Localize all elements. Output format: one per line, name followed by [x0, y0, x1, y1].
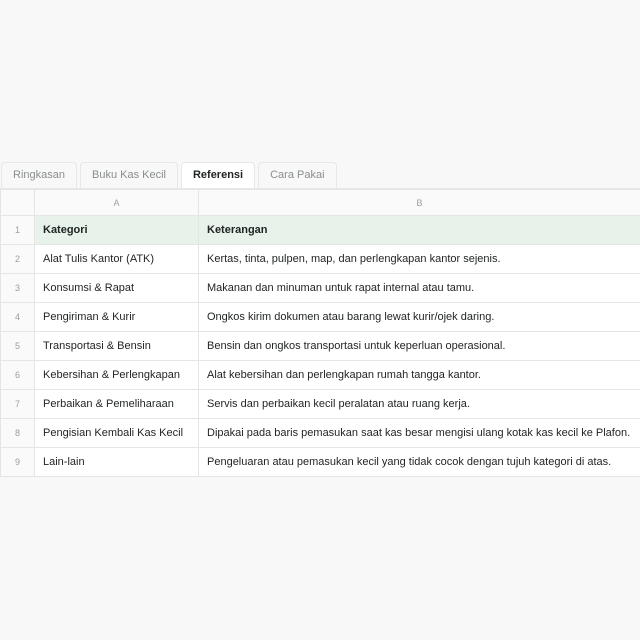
column-header-b[interactable]: B [199, 190, 640, 216]
tab-referensi[interactable]: Referensi [181, 162, 255, 188]
category-cell[interactable]: Transportasi & Bensin [35, 332, 199, 361]
table-row [1, 390, 640, 419]
description-cell[interactable]: Pengeluaran atau pemasukan kecil yang tidak cocok dengan tujuh kategori di atas. [199, 448, 640, 477]
reference-table [0, 189, 640, 477]
column-header-a[interactable]: A [35, 190, 199, 216]
row-number[interactable]: 5 [1, 332, 35, 361]
description-cell[interactable]: Servis dan perbaikan kecil peralatan atau ruang kerja. [199, 390, 640, 419]
description-cell[interactable]: Ongkos kirim dokumen atau barang lewat kurir/ojek daring. [199, 303, 640, 332]
description-cell[interactable]: Kertas, tinta, pulpen, map, dan perlengkapan kantor sejenis. [199, 245, 640, 274]
table-row [1, 332, 640, 361]
description-cell[interactable]: Alat kebersihan dan perlengkapan rumah tangga kantor. [199, 361, 640, 390]
spreadsheet [0, 161, 640, 477]
row-number[interactable]: 2 [1, 245, 35, 274]
category-cell[interactable]: Pengiriman & Kurir [35, 303, 199, 332]
category-cell[interactable]: Lain-lain [35, 448, 199, 477]
description-cell[interactable]: Makanan dan minuman untuk rapat internal atau tamu. [199, 274, 640, 303]
description-cell[interactable]: Dipakai pada baris pemasukan saat kas besar mengisi ulang kotak kas kecil ke Plafon. [199, 419, 640, 448]
tab-ringkasan[interactable]: Ringkasan [1, 162, 77, 188]
category-cell[interactable]: Pengisian Kembali Kas Kecil [35, 419, 199, 448]
row-number[interactable]: 8 [1, 419, 35, 448]
table-row [1, 361, 640, 390]
table-row [1, 245, 640, 274]
row-number[interactable]: 7 [1, 390, 35, 419]
category-cell[interactable]: Alat Tulis Kantor (ATK) [35, 245, 199, 274]
row-number[interactable]: 3 [1, 274, 35, 303]
row-number[interactable]: 6 [1, 361, 35, 390]
sheet-tabs [0, 161, 640, 189]
tab-cara-pakai[interactable]: Cara Pakai [258, 162, 336, 188]
category-cell[interactable]: Perbaikan & Pemeliharaan [35, 390, 199, 419]
tab-buku-kas-kecil[interactable]: Buku Kas Kecil [80, 162, 178, 188]
row-number[interactable]: 4 [1, 303, 35, 332]
header-cell-kategori[interactable]: Kategori [35, 216, 199, 245]
table-row [1, 274, 640, 303]
table-header-row [1, 216, 640, 245]
header-cell-keterangan[interactable]: Keterangan [199, 216, 640, 245]
row-number[interactable]: 1 [1, 216, 35, 245]
column-header-row [1, 190, 640, 216]
table-row [1, 419, 640, 448]
category-cell[interactable]: Konsumsi & Rapat [35, 274, 199, 303]
table-row [1, 448, 640, 477]
description-cell[interactable]: Bensin dan ongkos transportasi untuk keperluan operasional. [199, 332, 640, 361]
corner-cell[interactable] [1, 190, 35, 216]
category-cell[interactable]: Kebersihan & Perlengkapan [35, 361, 199, 390]
table-row [1, 303, 640, 332]
row-number[interactable]: 9 [1, 448, 35, 477]
